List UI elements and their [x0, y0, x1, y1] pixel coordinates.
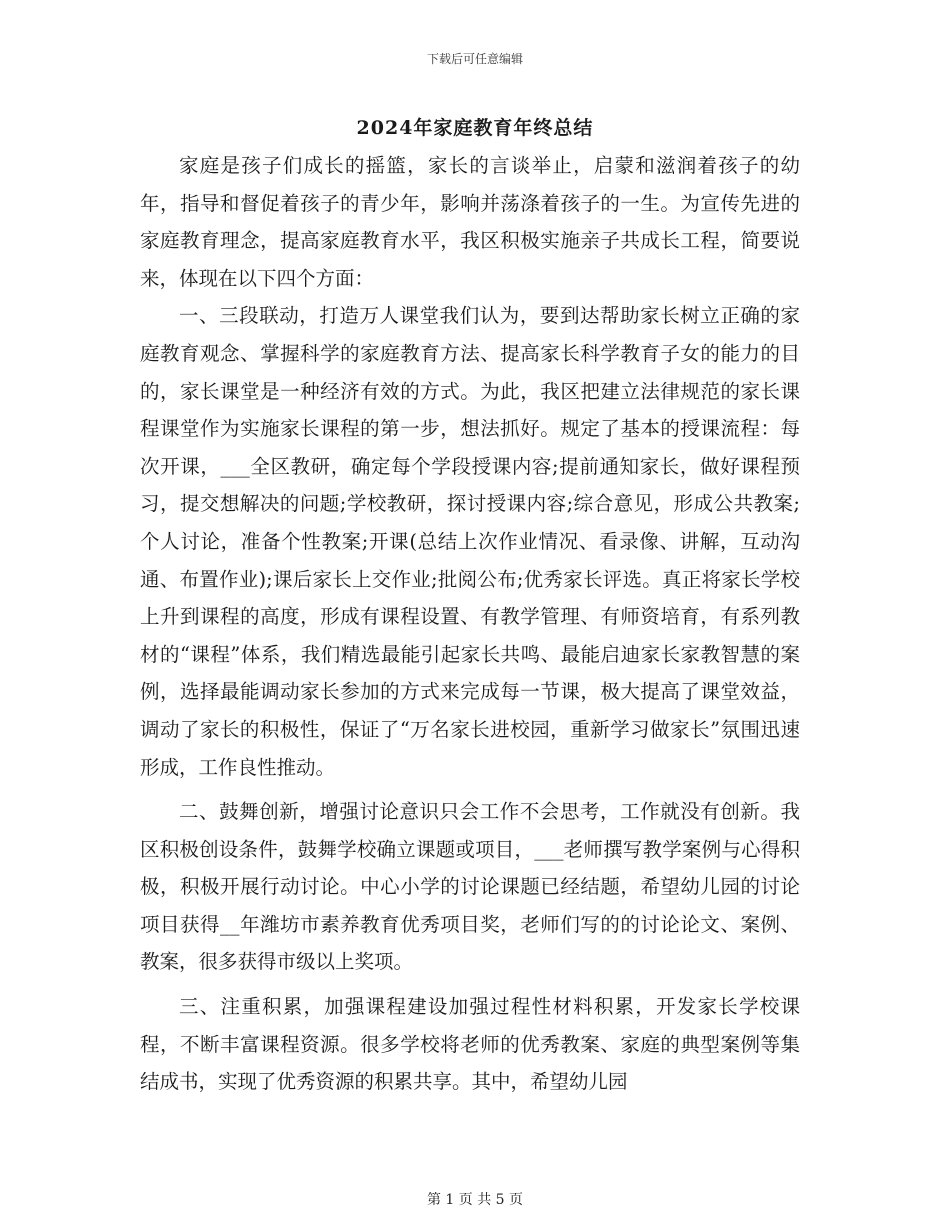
- document-body: [140, 147, 800, 1101]
- header-note: 下载后可任意编辑: [426, 52, 523, 66]
- paragraph-section-3: 三、注重积累，加强课程建设加强过程性材料积累，开发家长学校课程，不断丰富课程资源。很多学校将老师的优秀教案、家庭的典型案例等集结成书，实现了优秀资源的积累共享。其中，希望幼儿园: [140, 995, 800, 1094]
- paragraph-section-2: 二、鼓舞创新，增强讨论意识只会工作不会思考，工作就没有创新。我区积极创设条件，鼓舞学校确立课题或项目，___老师撰写教学案例与心得积极，积极开展行动讨论。中心小学的讨论课题已经结题，希望幼儿园的讨论项目获得__年潍坊市素养教育优秀项目奖，老师们写的的讨论论文、案例、教案，很多获得市级以上奖项。: [140, 800, 800, 974]
- document-title: 2024年家庭教育年终总结: [356, 117, 594, 139]
- page-number-footer: 第 1 页 共 5 页: [426, 1192, 524, 1208]
- paragraph-section-1: 一、三段联动，打造万人课堂我们认为，要到达帮助家长树立正确的家庭教育观念、掌握科学的家庭教育方法、提高家长科学教育子女的能力的目的，家长课堂是一种经济有效的方式。为此，我区把建立法律规范的家长课程课堂作为实施家长课程的第一步，想法抓好。规定了基本的授课流程：每次开课，___全区教研，确定每个学段授课内容;提前通知家长，做好课程预习，提交想解决的问题;学校教研，探讨授课内容;综合意见，形成公共教案;个人讨论，准备个性教案;开课(总结上次作业情况、看录像、讲解，互动沟通、布置作业);课后家长上交作业;批阅公布;优秀家长评选。真正将家长学校上升到课程的高度，形成有课程设置、有教学管理、有师资培育，有系列教材的“课程”体系，我们精选最能引起家长共鸣、最能启迪家长家教智慧的案例，选择最能调动家长参加的方式来完成每一节课，极大提高了课堂效益，调动了家长的积极性，保证了“万名家长进校园，重新学习做家长”氛围迅速形成，工作良性推动。: [140, 304, 800, 779]
- paragraph-intro: 家庭是孩子们成长的摇篮，家长的言谈举止，启蒙和滋润着孩子的幼年，指导和督促着孩子的青少年，影响并荡涤着孩子的一生。为宣传先进的家庭教育理念，提高家庭教育水平，我区积极实施亲子共成长工程，简要说来，体现在以下四个方面：: [140, 154, 800, 290]
